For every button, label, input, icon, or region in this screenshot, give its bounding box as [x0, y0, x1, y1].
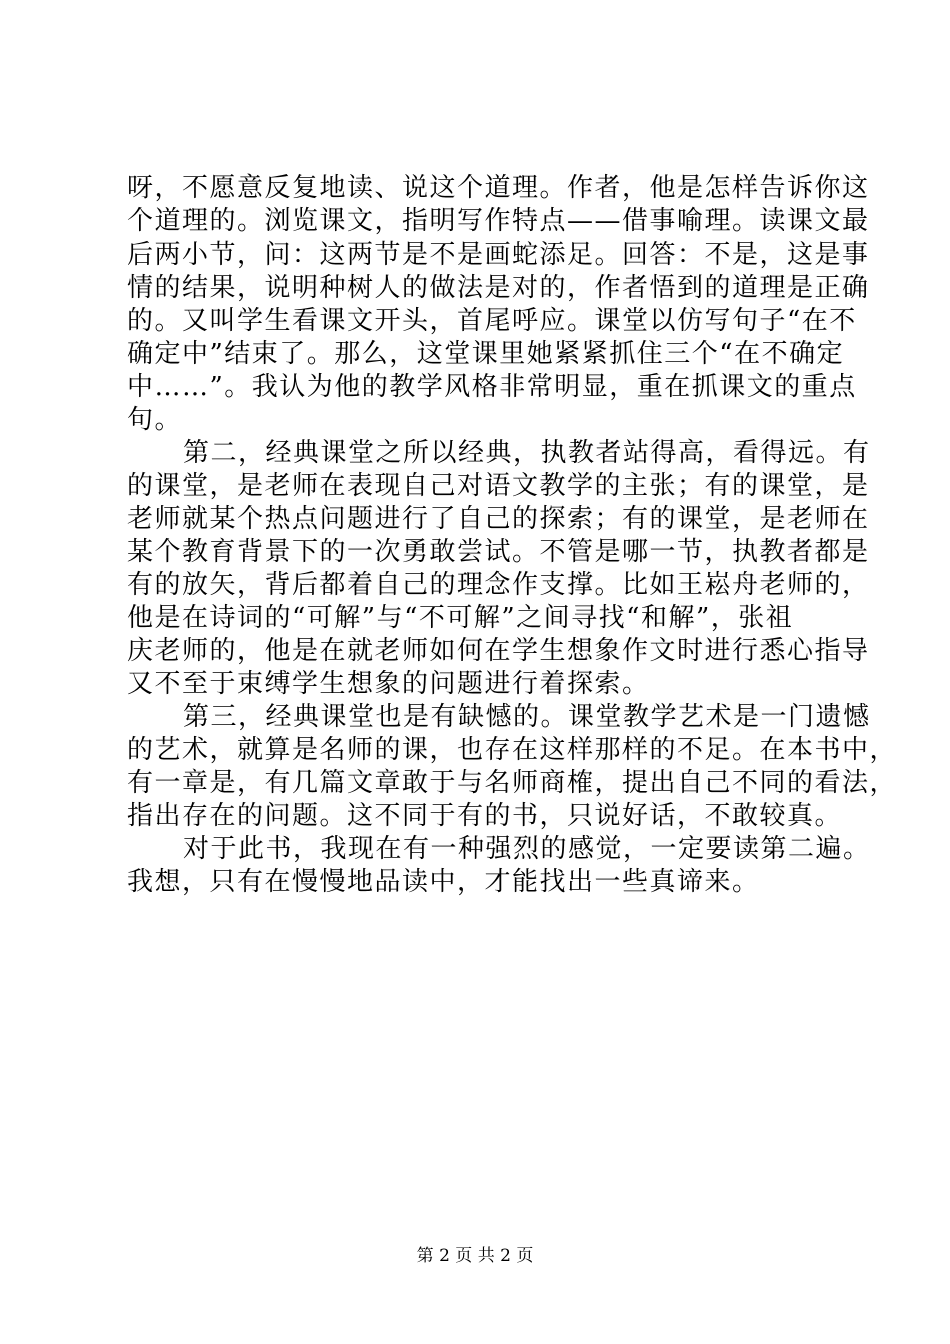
text-line: 我想，只有在慢慢地品读中，才能找出一些真谛来。: [127, 867, 760, 897]
page-number: 第 2 页 共 2 页: [416, 1246, 534, 1266]
text-line: 中……”。我认为他的教学风格非常明显，重在抓课文的重点: [127, 372, 857, 402]
text-line: 又不至于束缚学生想象的问题进行着探索。: [127, 669, 650, 699]
text-line: 某个教育背景下的一次勇敢尝试。不管是哪一节，执教者都是: [127, 537, 870, 567]
text-line: 他是在诗词的“可解”与“不可解”之间寻找“和解”，张祖: [127, 603, 794, 633]
text-line: 庆老师的，他是在就老师如何在学生想象作文时进行悉心指导: [127, 636, 870, 666]
text-line: 的艺术，就算是名师的课，也存在这样那样的不足。在本书中，: [127, 735, 898, 765]
text-line: 确定中”结束了。那么，这堂课里她紧紧抓住三个“在不确定: [127, 339, 845, 369]
text-line: 后两小节，问：这两节是不是画蛇添足。回答：不是，这是事: [127, 240, 870, 270]
text-line: 句。: [127, 405, 183, 435]
text-line: 指出存在的问题。这不同于有的书，只说好话，不敢较真。: [127, 801, 843, 831]
text-line: 个道理的。浏览课文，指明写作特点——借事喻理。读课文最: [127, 206, 870, 236]
paragraph-start-line: 第二，经典课堂之所以经典，执教者站得高，看得远。有: [183, 438, 871, 468]
paragraph-start-line: 对于此书，我现在有一种强烈的感觉，一定要读第二遍。: [183, 834, 871, 864]
text-line: 的课堂，是老师在表现自己对语文教学的主张；有的课堂，是: [127, 471, 870, 501]
paragraph-start-line: 第三，经典课堂也是有缺憾的。课堂教学艺术是一门遗憾: [183, 702, 871, 732]
text-line: 有一章是，有几篇文章敢于与名师商榷，提出自己不同的看法，: [127, 768, 898, 798]
text-line: 老师就某个热点问题进行了自己的探索；有的课堂，是老师在: [127, 504, 870, 534]
text-line: 的。又叫学生看课文开头，首尾呼应。课堂以仿写句子“在不: [127, 306, 857, 336]
text-line: 有的放矢，背后都着自己的理念作支撑。比如王崧舟老师的，: [127, 570, 870, 600]
text-line: 呀，不愿意反复地读、说这个道理。作者，他是怎样告诉你这: [127, 173, 870, 203]
text-line: 情的结果，说明种树人的做法是对的，作者悟到的道理是正确: [127, 273, 870, 303]
